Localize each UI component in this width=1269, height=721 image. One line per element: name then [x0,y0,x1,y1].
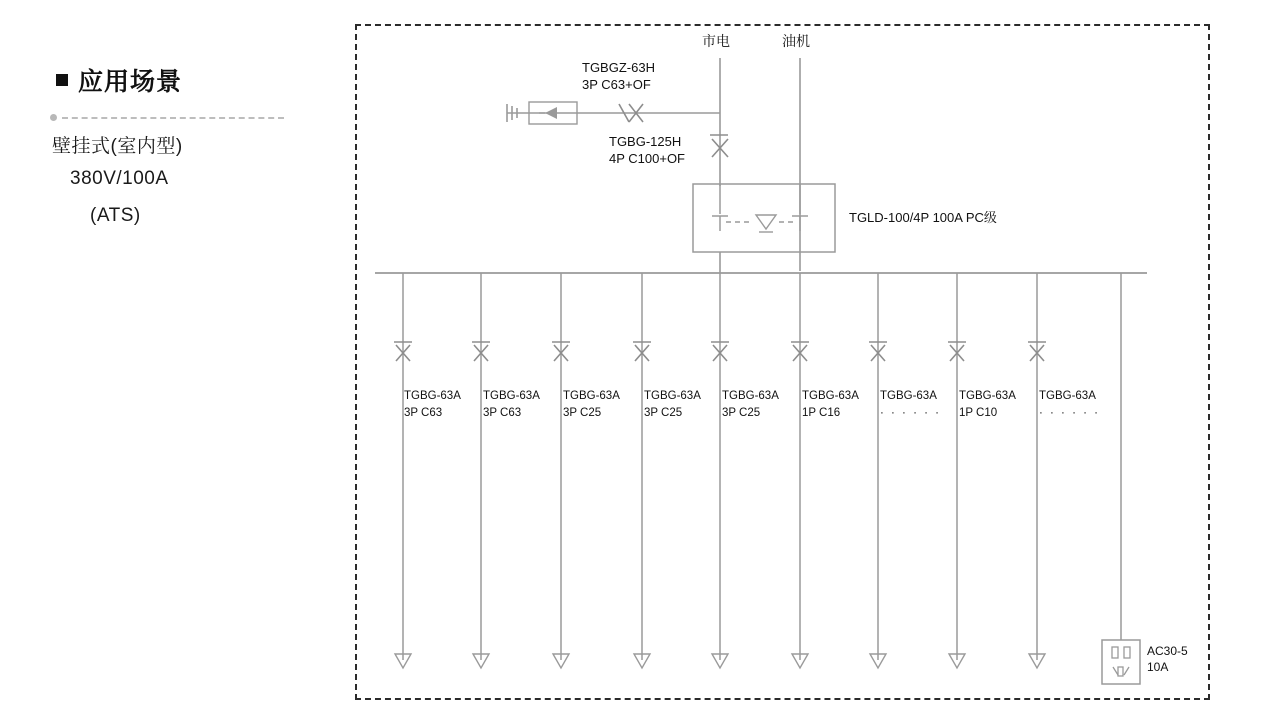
branch-9-spec: · · · · · · [1039,407,1100,419]
branch-6-spec: 1P C16 [802,407,841,419]
page-title [56,62,182,98]
branch-4-spec: 3P C25 [644,407,683,419]
branch-6-title: TGBG-63A [802,390,859,402]
branch-8-spec: 1P C10 [959,407,998,419]
branch-7-spec: · · · · · · [880,407,941,419]
wiring-diagram [355,24,1210,700]
branch-2-title: TGBG-63A [483,390,540,402]
incoming-breaker-1-title: TGBGZ-63H [582,60,655,75]
left-info-panel [0,0,340,721]
branch-5-title: TGBG-63A [722,390,779,402]
incoming-breaker-1-spec: 3P C63+OF [582,77,651,92]
branch-2-spec: 3P C63 [483,407,522,419]
diagram-canvas [357,26,1212,702]
spec-line-voltage: 380V/100A [70,168,169,189]
divider-dot-icon [50,114,57,121]
square-bullet-icon [56,74,68,86]
incoming-breaker-2-spec: 4P C100+OF [609,151,686,166]
spec-line-type: (ATS) [90,205,141,226]
source-label-mains: 市电 [702,33,730,49]
socket-model-label: AC30-5 [1147,644,1188,658]
spec-line-mounting: 壁挂式(室内型) [52,136,183,157]
socket-rating-label: 10A [1147,660,1169,674]
branch-7-title: TGBG-63A [880,390,937,402]
branch-3-spec: 3P C25 [563,407,602,419]
branch-9-title: TGBG-63A [1039,390,1096,402]
branch-8-title: TGBG-63A [959,390,1016,402]
branch-3-title: TGBG-63A [563,390,620,402]
branch-5-spec: 3P C25 [722,407,761,419]
source-label-generator: 油机 [782,33,810,49]
page-title-text: 应用场景 [78,68,183,96]
divider [50,112,285,122]
incoming-breaker-2-title: TGBG-125H [609,134,682,149]
ats-label: TGLD-100/4P 100A PC级 [849,210,997,225]
branch-4-title: TGBG-63A [644,390,701,402]
branch-1-spec: 3P C63 [404,407,443,419]
branch-1-title: TGBG-63A [404,390,461,402]
divider-line [62,117,284,119]
